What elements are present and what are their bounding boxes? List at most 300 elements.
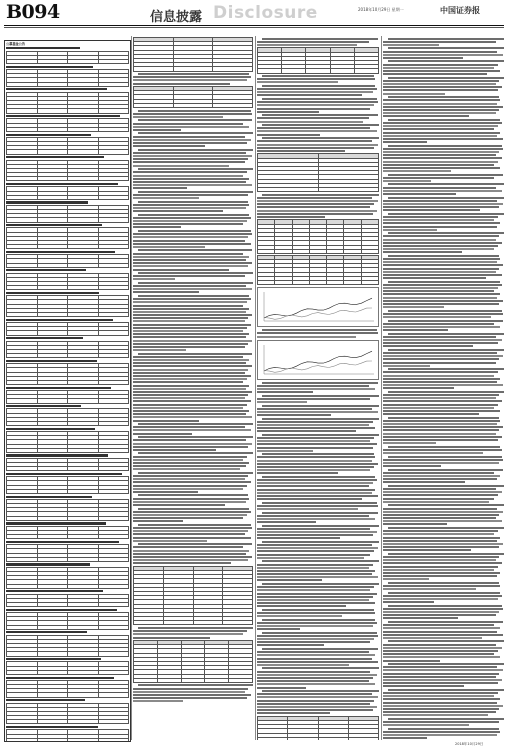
text-line xyxy=(257,140,372,142)
text-line xyxy=(383,219,494,221)
text-line xyxy=(133,210,223,212)
text-line xyxy=(133,285,246,287)
text-line xyxy=(133,407,243,409)
table-cell xyxy=(7,584,38,588)
text-paragraph xyxy=(383,213,504,231)
text-line xyxy=(383,394,499,396)
text-line xyxy=(133,556,252,558)
text-paragraph xyxy=(257,75,379,83)
text-line xyxy=(257,408,372,410)
notice-heading xyxy=(6,115,120,117)
text-line xyxy=(383,520,502,522)
table-row xyxy=(7,652,129,656)
notice-heading xyxy=(6,631,87,633)
table xyxy=(6,567,129,589)
notice-heading xyxy=(6,473,122,475)
text-line xyxy=(388,281,501,283)
header-rule xyxy=(4,25,504,26)
table-cell xyxy=(7,602,38,606)
text-line xyxy=(257,130,377,132)
table-cell xyxy=(68,399,99,403)
text-line xyxy=(257,101,378,103)
table-cell xyxy=(37,177,68,181)
text-line xyxy=(383,731,500,733)
table-cell xyxy=(258,249,275,253)
text-paragraph xyxy=(133,272,253,280)
table-cell xyxy=(330,69,354,73)
text-line xyxy=(383,407,494,409)
table-cell xyxy=(68,602,99,606)
table-cell xyxy=(7,59,38,63)
text-line xyxy=(383,371,498,373)
text-paragraph xyxy=(383,47,504,59)
text-line xyxy=(257,579,322,581)
text-line xyxy=(383,352,497,354)
text-line xyxy=(133,394,248,396)
text-line xyxy=(383,410,500,412)
notice-block xyxy=(6,522,129,539)
text-line xyxy=(388,621,503,623)
text-line xyxy=(383,449,502,451)
table xyxy=(6,431,129,453)
text-line xyxy=(133,420,199,422)
text-line xyxy=(138,282,253,284)
table xyxy=(6,729,129,742)
text-line xyxy=(262,434,379,436)
text-line xyxy=(257,680,369,682)
table-cell xyxy=(134,103,174,107)
text-line xyxy=(133,391,252,393)
text-line xyxy=(383,588,476,590)
table-cell xyxy=(7,82,38,86)
text-line xyxy=(257,508,358,510)
text-line xyxy=(133,400,251,402)
table-cell xyxy=(98,245,129,249)
table xyxy=(6,160,129,182)
text-line xyxy=(383,342,498,344)
notice-heading xyxy=(6,292,99,294)
text-line xyxy=(133,288,252,290)
notice-block xyxy=(6,251,129,268)
table-cell xyxy=(37,150,68,154)
table xyxy=(6,476,129,494)
table xyxy=(133,566,253,626)
table-cell xyxy=(98,625,129,629)
text-line xyxy=(383,631,497,633)
text-line xyxy=(257,534,373,536)
notice-block xyxy=(6,88,129,113)
text-paragraph xyxy=(257,38,379,46)
text-line xyxy=(257,150,345,152)
text-line xyxy=(383,585,500,587)
table xyxy=(6,51,129,65)
text-line xyxy=(257,625,373,627)
notice-block xyxy=(6,609,129,630)
text-line xyxy=(383,200,497,202)
table-row xyxy=(7,738,129,742)
text-line xyxy=(262,418,379,420)
text-paragraph xyxy=(257,98,379,113)
table-cell xyxy=(318,187,379,191)
text-line xyxy=(383,64,498,66)
text-line xyxy=(383,423,497,425)
text-line xyxy=(133,330,243,332)
text-line xyxy=(383,345,473,347)
table-cell xyxy=(134,678,158,682)
text-line xyxy=(383,540,497,542)
text-line xyxy=(138,452,253,454)
text-line xyxy=(383,167,500,169)
notice-block xyxy=(6,677,129,698)
table-row xyxy=(7,109,129,113)
text-line xyxy=(257,206,370,208)
text-paragraph xyxy=(383,553,504,581)
text-line xyxy=(133,278,175,280)
text-line xyxy=(257,94,362,96)
text-line xyxy=(257,505,378,507)
table-cell xyxy=(309,249,326,253)
text-line xyxy=(257,463,378,465)
text-line xyxy=(383,420,500,422)
text-paragraph xyxy=(257,395,379,403)
text-line xyxy=(262,632,377,634)
notice-block xyxy=(6,473,129,494)
table xyxy=(6,680,129,698)
text-line xyxy=(257,41,369,43)
text-line xyxy=(257,709,373,711)
text-line xyxy=(383,523,447,525)
text-line xyxy=(262,405,379,407)
text-line xyxy=(383,685,464,687)
table-cell xyxy=(7,177,38,181)
text-line xyxy=(383,203,503,205)
text-line xyxy=(133,236,248,238)
text-line xyxy=(133,336,246,338)
text-line xyxy=(383,125,498,127)
table-cell xyxy=(68,557,99,561)
table-row xyxy=(7,82,129,86)
text-line xyxy=(257,570,375,572)
text-line xyxy=(383,508,497,510)
text-paragraph xyxy=(257,667,379,688)
text-line xyxy=(257,108,370,110)
table-cell xyxy=(68,109,99,113)
text-line xyxy=(133,207,246,209)
text-line xyxy=(388,96,499,98)
notice-heading xyxy=(6,677,114,679)
table-cell xyxy=(68,195,99,199)
table-cell xyxy=(98,670,129,674)
text-line xyxy=(383,271,496,273)
table-cell xyxy=(344,249,361,253)
text-paragraph xyxy=(133,494,253,506)
text-line xyxy=(383,682,498,684)
table-cell xyxy=(7,109,38,113)
table-cell xyxy=(68,421,99,425)
table xyxy=(257,153,379,192)
table-cell xyxy=(37,489,68,493)
table-cell xyxy=(68,286,99,290)
text-line xyxy=(388,456,502,458)
text-line xyxy=(383,193,456,195)
text-paragraph xyxy=(383,281,504,309)
text-line xyxy=(133,511,251,513)
table-cell xyxy=(7,354,38,358)
text-line xyxy=(257,557,364,559)
text-paragraph xyxy=(133,472,253,493)
text-line xyxy=(257,664,349,666)
text-line xyxy=(257,121,363,123)
text-line xyxy=(383,501,489,503)
text-line xyxy=(383,54,503,56)
text-line xyxy=(262,194,379,196)
table-cell xyxy=(7,720,38,724)
text-line xyxy=(133,378,247,380)
table xyxy=(6,322,129,336)
text-line xyxy=(262,124,379,126)
table-cell xyxy=(7,738,38,742)
text-line xyxy=(257,573,372,575)
text-line xyxy=(133,413,246,415)
table-cell xyxy=(68,313,99,317)
notice-block xyxy=(6,47,129,64)
text-line xyxy=(262,560,379,562)
text-line xyxy=(388,417,499,419)
table-cell xyxy=(37,602,68,606)
table-cell xyxy=(98,489,129,493)
text-line xyxy=(133,349,186,351)
text-line xyxy=(133,449,216,451)
text-paragraph xyxy=(257,619,379,631)
text-line xyxy=(383,300,503,302)
text-line xyxy=(257,550,374,552)
table-row xyxy=(7,331,129,335)
text-line xyxy=(138,191,253,193)
text-line xyxy=(388,310,502,312)
text-line xyxy=(388,174,503,176)
chart-axes xyxy=(264,292,374,321)
text-line xyxy=(383,559,496,561)
text-paragraph xyxy=(383,119,504,143)
table-cell xyxy=(98,467,129,471)
table-cell xyxy=(68,150,99,154)
text-line xyxy=(138,494,248,496)
text-line xyxy=(257,518,375,520)
table-cell xyxy=(98,331,129,335)
text-paragraph xyxy=(257,405,379,417)
text-line xyxy=(133,397,245,399)
text-line xyxy=(138,168,253,170)
text-paragraph xyxy=(383,77,504,95)
text-line xyxy=(383,293,500,295)
text-line xyxy=(257,589,370,591)
notice-block xyxy=(6,496,129,521)
text-line xyxy=(257,111,319,113)
text-line xyxy=(262,75,374,77)
footer-date: 2018年10月29日 xyxy=(455,742,484,746)
notice-heading xyxy=(6,134,91,136)
text-line xyxy=(262,85,375,87)
table-cell xyxy=(98,557,129,561)
text-line xyxy=(383,209,480,211)
text-paragraph xyxy=(133,110,253,118)
text-line xyxy=(133,246,205,248)
section-title-en: Disclosure xyxy=(213,3,318,23)
table-cell xyxy=(7,535,38,539)
notice-heading xyxy=(6,360,97,362)
text-line xyxy=(133,197,199,199)
text-line xyxy=(383,708,499,710)
text-line xyxy=(257,658,372,660)
text-line xyxy=(388,255,499,257)
text-line xyxy=(133,145,205,147)
text-line xyxy=(138,272,253,274)
text-paragraph xyxy=(257,476,379,500)
table xyxy=(6,295,129,317)
text-line xyxy=(133,308,249,310)
text-line xyxy=(388,605,502,607)
text-line xyxy=(133,481,251,483)
chart-svg xyxy=(258,341,378,379)
notice-heading xyxy=(6,47,80,49)
table-row xyxy=(7,602,129,606)
text-line xyxy=(383,514,499,516)
text-line xyxy=(383,226,497,228)
table-cell xyxy=(37,467,68,471)
table xyxy=(6,363,129,385)
text-line xyxy=(383,132,500,134)
text-line xyxy=(257,537,340,539)
text-line xyxy=(133,340,252,342)
text-line xyxy=(133,359,249,361)
text-paragraph xyxy=(257,137,379,152)
notice-heading xyxy=(6,337,83,339)
text-line xyxy=(257,696,378,698)
table-cell xyxy=(37,535,68,539)
text-line xyxy=(133,356,243,358)
text-paragraph xyxy=(133,119,253,131)
table-cell xyxy=(68,625,99,629)
text-line xyxy=(383,235,499,237)
table-cell xyxy=(213,67,253,71)
table-cell xyxy=(258,69,282,73)
text-line xyxy=(383,572,500,574)
text-line xyxy=(257,104,374,106)
table-cell xyxy=(37,652,68,656)
table-row xyxy=(7,557,129,561)
notice-block xyxy=(6,699,129,724)
text-line xyxy=(383,404,498,406)
table-cell xyxy=(37,693,68,697)
notice-block xyxy=(6,563,129,588)
text-line xyxy=(383,575,497,577)
notice-block xyxy=(6,269,129,290)
notice-block xyxy=(6,115,129,132)
text-line xyxy=(383,80,499,82)
text-line xyxy=(262,583,379,585)
notice-block xyxy=(6,405,129,426)
text-line xyxy=(257,456,375,458)
text-line xyxy=(383,106,503,108)
text-line xyxy=(383,187,496,189)
table-row xyxy=(7,218,129,222)
text-line xyxy=(133,633,243,635)
table-cell xyxy=(37,82,68,86)
text-line xyxy=(133,559,248,561)
text-line xyxy=(383,70,500,72)
text-line xyxy=(383,264,503,266)
text-line xyxy=(383,714,488,716)
notice-block xyxy=(6,541,129,562)
table-cell xyxy=(98,399,129,403)
text-line xyxy=(257,641,370,643)
text-line xyxy=(133,465,246,467)
text-line xyxy=(133,369,248,371)
text-line xyxy=(383,562,502,564)
text-line xyxy=(257,197,372,199)
text-line xyxy=(383,138,503,140)
text-line xyxy=(133,320,245,322)
table xyxy=(6,205,129,223)
text-line xyxy=(257,693,372,695)
table-cell xyxy=(68,693,99,697)
table-cell xyxy=(98,516,129,520)
table xyxy=(6,499,129,521)
text-paragraph xyxy=(257,648,379,666)
text-line xyxy=(383,488,496,490)
text-line xyxy=(257,576,378,578)
performance-chart xyxy=(257,340,379,380)
text-line xyxy=(257,495,378,497)
text-paragraph xyxy=(257,453,379,474)
notice-block xyxy=(6,387,129,404)
table-row xyxy=(7,150,129,154)
text-line xyxy=(257,81,338,83)
text-line xyxy=(383,362,496,364)
table-row xyxy=(7,263,129,267)
text-paragraph xyxy=(383,485,504,503)
text-line xyxy=(383,669,503,671)
column-divider xyxy=(381,36,382,740)
text-line xyxy=(383,533,494,535)
text-line xyxy=(388,504,504,506)
table-cell xyxy=(98,421,129,425)
text-line xyxy=(383,705,503,707)
text-line xyxy=(257,127,370,129)
notice-heading xyxy=(6,522,106,524)
table-cell xyxy=(37,286,68,290)
table-cell xyxy=(98,177,129,181)
table-cell xyxy=(318,737,348,740)
text-line xyxy=(133,485,247,487)
text-line xyxy=(383,724,469,726)
table-cell xyxy=(7,670,38,674)
table-cell xyxy=(7,218,38,222)
chart-svg xyxy=(258,288,378,326)
text-line xyxy=(383,436,502,438)
table-cell xyxy=(68,263,99,267)
text-line xyxy=(383,112,496,114)
notice-heading xyxy=(6,251,115,253)
text-line xyxy=(383,99,500,101)
text-line xyxy=(257,479,377,481)
text-line xyxy=(133,275,245,277)
text-line xyxy=(383,177,494,179)
text-line xyxy=(133,410,249,412)
table-row xyxy=(7,489,129,493)
text-paragraph xyxy=(383,663,504,687)
text-line xyxy=(388,485,504,487)
